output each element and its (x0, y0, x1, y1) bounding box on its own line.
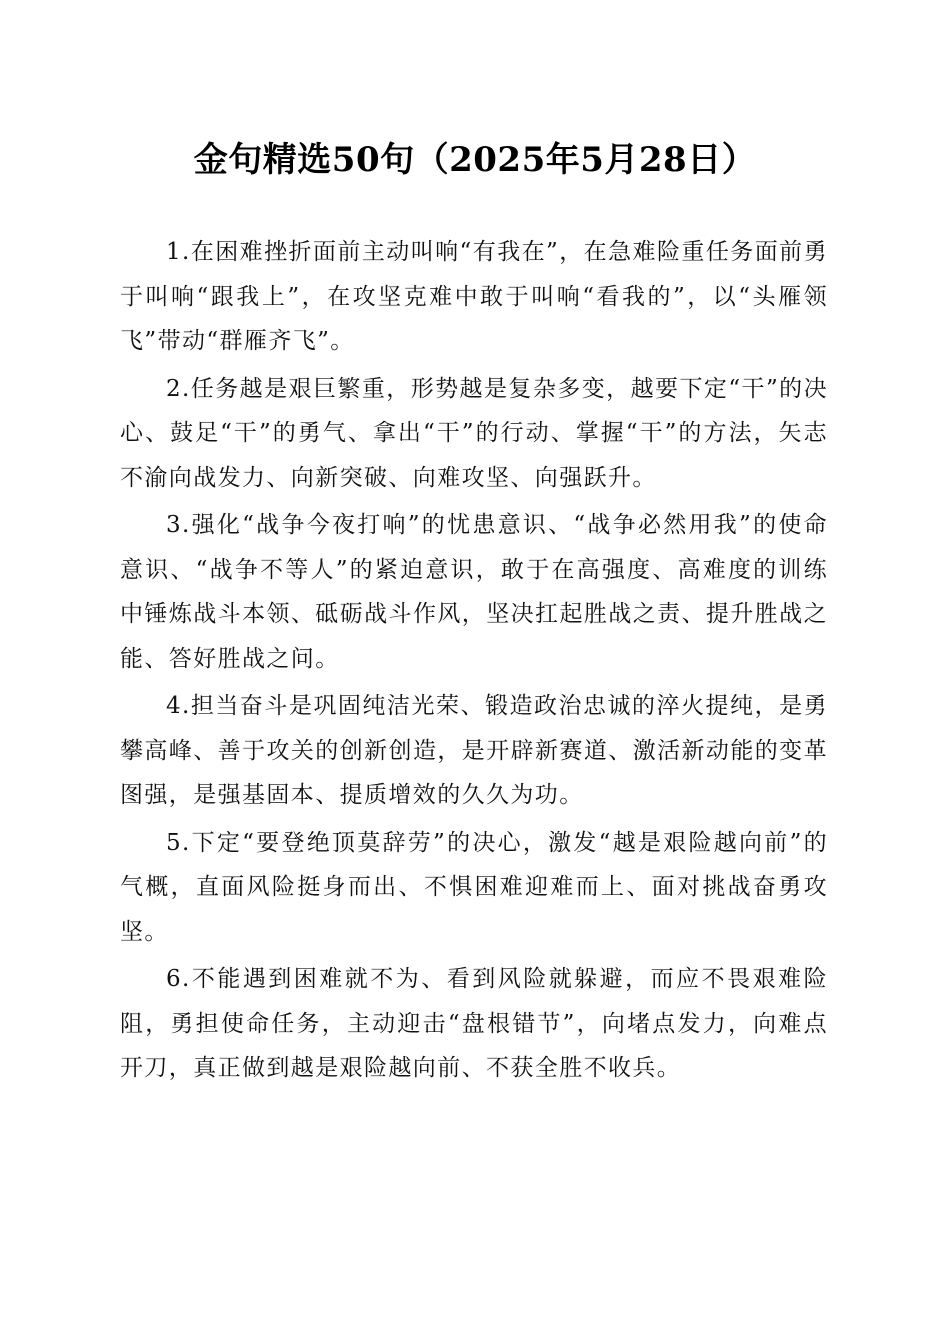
document-body (120, 230, 828, 1091)
paragraph-5: 5.下定“要登绝顶莫辞劳”的决心，激发“越是艰险越向前”的气概，直面风险挺身而出、不惧困难迎难而上、面对挑战奋勇攻坚。 (120, 829, 828, 945)
paragraph-6: 6.不能遇到困难就不为、看到风险就躲避，而应不畏艰难险阻，勇担使命任务，主动迎击“盘根错节”，向堵点发力，向难点开刀，真正做到越是艰险越向前、不获全胜不收兵。 (120, 966, 828, 1081)
paragraph-3: 3.强化“战争今夜打响”的忧患意识、“战争必然用我”的使命意识、“战争不等人”的紧迫意识，敢于在高强度、高难度的训练中锤炼战斗本领、砥砺战斗作风，坚决扛起胜战之责、提升胜战之能、答好胜战之问。 (120, 512, 828, 672)
document-title: 金句精选50句（2025年5月28日） (193, 140, 757, 180)
paragraph-4: 4.担当奋斗是巩固纯洁光荣、锻造政治忠诚的淬火提纯，是勇攀高峰、善于攻关的创新创造，是开辟新赛道、激活新动能的变革图强，是强基固本、提质增效的久久为功。 (120, 693, 828, 808)
paragraph-1: 1.在困难挫折面前主动叫响“有我在”，在急难险重任务面前勇于叫响“跟我上”，在攻坚克难中敢于叫响“看我的”，以“头雁领飞”带动“群雁齐飞”。 (120, 239, 828, 354)
paragraph-2: 2.任务越是艰巨繁重，形势越是复杂多变，越要下定“干”的决心、鼓足“干”的勇气、拿出“干”的行动、掌握“干”的方法，矢志不渝向战发力、向新突破、向难攻坚、向强跃升。 (120, 375, 828, 491)
